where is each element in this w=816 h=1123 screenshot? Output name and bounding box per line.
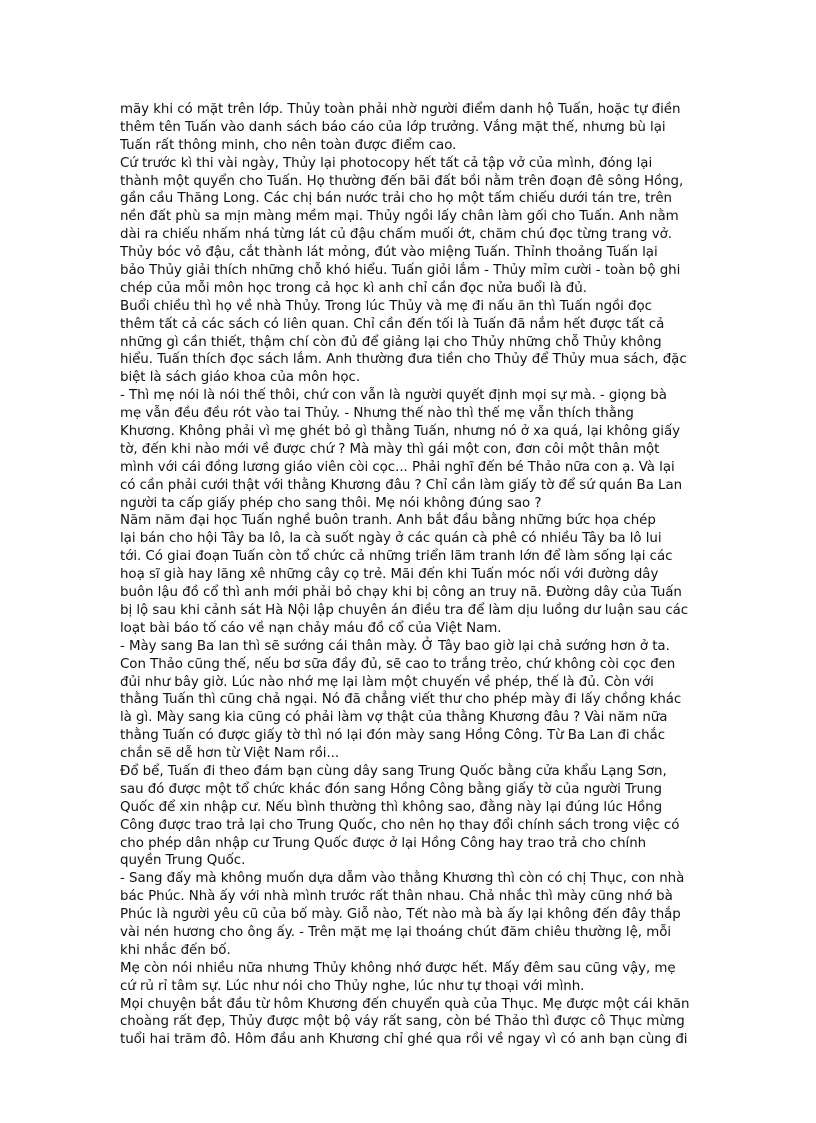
text-line: chép của mỗi môn học trong cả học kì anh chỉ cần đọc nửa buổi là đủ. (120, 280, 587, 296)
text-line: bảo Thủy giải thích những chỗ khó hiểu. Tuấn giỏi lắm - Thủy mỉm cười - toàn bộ ghi (120, 263, 681, 279)
text-line: thằng Tuấn thì cũng chả ngại. Nó đã chẳng viết thư cho phép mày đi lấy chồng khác (120, 692, 682, 708)
text-line: mình với cái đồng lương giáo viên còi cọc... Phải nghĩ đến bé Thảo nữa con ạ. Và lại (120, 459, 675, 475)
text-line: sau đó được một tổ chức khác đón sang Hồng Công bằng giấy tờ của người Trung (120, 781, 662, 797)
text-line: thành một quyển cho Tuấn. Họ thường đến bãi đất bồi nằm trên đoạn đê sông Hồng, (120, 173, 684, 189)
text-line: Khương. Không phải vì mẹ ghét bỏ gì thằng Tuấn, nhưng nó ở xa quá, lại không giấy (120, 424, 681, 440)
text-line: là gì. Mày sang kia cũng có phải làm vợ thật của thằng Khương đâu ? Vài năm nữa (120, 710, 668, 726)
text-line: Quốc để xin nhập cư. Nếu bình thường thì không sao, đằng này lại đúng lúc Hồng (120, 799, 663, 815)
text-line: mãy khi có mặt trên lớp. Thủy toàn phải nhờ người điểm danh hộ Tuấn, hoặc tự điền (120, 102, 681, 117)
text-line: Buổi chiều thì họ về nhà Thủy. Trong lúc Thủy và mẹ đi nấu ăn thì Tuấn ngồi đọc (120, 298, 652, 314)
text-line: bác Phúc. Nhà ấy với nhà mình trước rất thân nhau. Chả nhắc thì mày cũng nhớ bà (120, 889, 673, 905)
document-page (120, 101, 710, 1049)
text-line: chắn sẽ dễ hơn từ Việt Nam rồi... (120, 746, 340, 762)
text-line: Con Thảo cũng thế, nếu bơ sữa đầy đủ, sẽ cao to trắng trẻo, chứ không còi cọc đen (120, 656, 676, 672)
text-line: khi nhắc đến bố. (120, 942, 231, 958)
text-line: Công được trao trả lại cho Trung Quốc, cho nên họ thay đổi chính sách trong việc có (120, 817, 680, 833)
text-line: dài ra chiếu nhấm nhá từng lát củ đậu chấm muối ớt, chăm chú đọc từng trang vở. (120, 227, 672, 243)
text-line: tới. Có giai đoạn Tuấn còn tổ chức cả những triển lãm tranh lớn để làm sống lại các (120, 549, 673, 565)
text-line: - Mày sang Ba lan thì sẽ sướng cái thân mày. Ở Tây bao giờ lại chả sướng hơn ở ta. (120, 638, 670, 654)
text-line: tuổi hai trăm đô. Hôm đầu anh Khương chỉ ghé qua rồi về ngay vì có anh bạn cùng đi (120, 1032, 688, 1048)
text-line: thêm tên Tuấn vào danh sách báo cáo của lớp trưởng. Vắng mặt thế, nhưng bù lại (120, 119, 666, 135)
text-line: hoạ sĩ già hay lăng xê những cây cọ trẻ. Mãi đến khi Tuấn móc nối với đường dây (120, 567, 659, 583)
text-line: thêm tất cả các sách có liên quan. Chỉ cần đến tối là Tuấn đã nắm hết được tất cả (120, 316, 665, 332)
text-line: bị lộ sau khi cảnh sát Hà Nội lập chuyên án điều tra để làm dịu luồng dư luận sau các (120, 602, 689, 618)
text-line: Mẹ còn nói nhiều nữa nhưng Thủy không nhớ được hết. Mấy đêm sau cũng vậy, mẹ (120, 960, 676, 976)
text-line: - Thì mẹ nói là nói thế thôi, chứ con vẫn là người quyết định mọi sự mà. - giọng bà (120, 388, 667, 404)
text-line: Phúc là người yêu cũ của bố mày. Giỗ nào, Tết nào mà bà ấy lại không đến đây thắp (120, 907, 681, 923)
text-line: loạt bài báo tố cáo về nạn chảy máu đồ cổ của Việt Nam. (120, 620, 502, 636)
text-line: nền đất phù sa mịn màng mềm mại. Thủy ngồi lấy chân làm gối cho Tuấn. Anh nằm (120, 209, 679, 225)
text-line: buôn lậu đồ cổ thì anh mới phải bỏ chạy khi bị công an truy nã. Đường dây của Tuấn (120, 585, 682, 601)
text-line: Đổ bể, Tuấn đi theo đám bạn cùng dây sang Trung Quốc bằng cửa khẩu Lạng Sơn, (120, 763, 667, 779)
text-line: lại bán cho hội Tây ba lô, la cà suốt ngày ở các quán cà phê có nhiều Tây ba lô lui (120, 531, 662, 547)
text-line: Tuấn rất thông minh, cho nên toàn được điểm cao. (120, 137, 457, 153)
text-line: người ta cấp giấy phép cho sang thôi. Mẹ nói không đúng sao ? (120, 495, 542, 511)
text-line: - Sang đấy mà không muốn dựa dẫm vào thằng Khương thì còn có chị Thục, con nhà (120, 871, 685, 887)
text-line: quyền Trung Quốc. (120, 853, 246, 869)
text-line: thằng Tuấn có được giấy tờ thì nó lại đón mày sang Hồng Công. Từ Ba Lan đi chắc (120, 728, 666, 744)
text-line: mẹ vẫn đều đều rót vào tai Thủy. - Nhưng thế nào thì thế mẹ vẫn thích thằng (120, 406, 634, 422)
text-line: có cần phải cưới thật với thằng Khương đâu ? Chỉ cần làm giấy tờ để sứ quán Ba Lan (120, 477, 683, 493)
text-line: gần cầu Thăng Long. Các chị bán nước trải cho họ một tấm chiếu dưới tán tre, trên (120, 191, 672, 207)
text-line: vài nén hương cho ông ấy. - Trên mặt mẹ lại thoáng chút đăm chiêu thường lệ, mỗi (120, 924, 672, 940)
text-line: choàng rất đẹp, Thủy được một bộ váy rất sang, còn bé Thảo thì được cô Thục mừng (120, 1014, 685, 1030)
text-line: Năm năm đại học Tuấn nghề buôn tranh. Anh bắt đầu bằng những bức họa chép (120, 513, 656, 529)
text-line: biệt là sách giáo khoa của môn học. (120, 370, 361, 386)
text-line: tờ, đến khi nào mới về được chứ ? Mà mày thì gái một con, đơn côi một thân một (120, 441, 660, 457)
text-line: hiểu. Tuấn thích đọc sách lắm. Anh thường đưa tiền cho Thủy để Thủy mua sách, đặc (120, 352, 687, 368)
text-line: cho phép dân nhập cư Trung Quốc được ở lại Hồng Công hay trao trả cho chính (120, 835, 647, 851)
text-line: Mọi chuyện bắt đầu từ hôm Khương đến chuyển quà của Thục. Mẹ được một cái khăn (120, 996, 690, 1012)
text-line: Cứ trước kì thi vài ngày, Thủy lại photocopy hết tất cả tập vở của mình, đóng lại (120, 155, 653, 171)
text-line: cứ rủ rỉ tâm sự. Lúc như nói cho Thủy nghe, lúc như tự thoại với mình. (120, 978, 585, 994)
text-line: Thủy bóc vỏ đậu, cắt thành lát mỏng, đút vào miệng Tuấn. Thỉnh thoảng Tuấn lại (120, 245, 658, 261)
text-line: đủi như bây giờ. Lúc nào nhớ mẹ lại làm một chuyến về phép, thế là đủ. Còn với (120, 674, 654, 690)
text-line: những gì cần thiết, thậm chí còn đủ để giảng lại cho Thủy những chỗ Thủy không (120, 334, 662, 350)
